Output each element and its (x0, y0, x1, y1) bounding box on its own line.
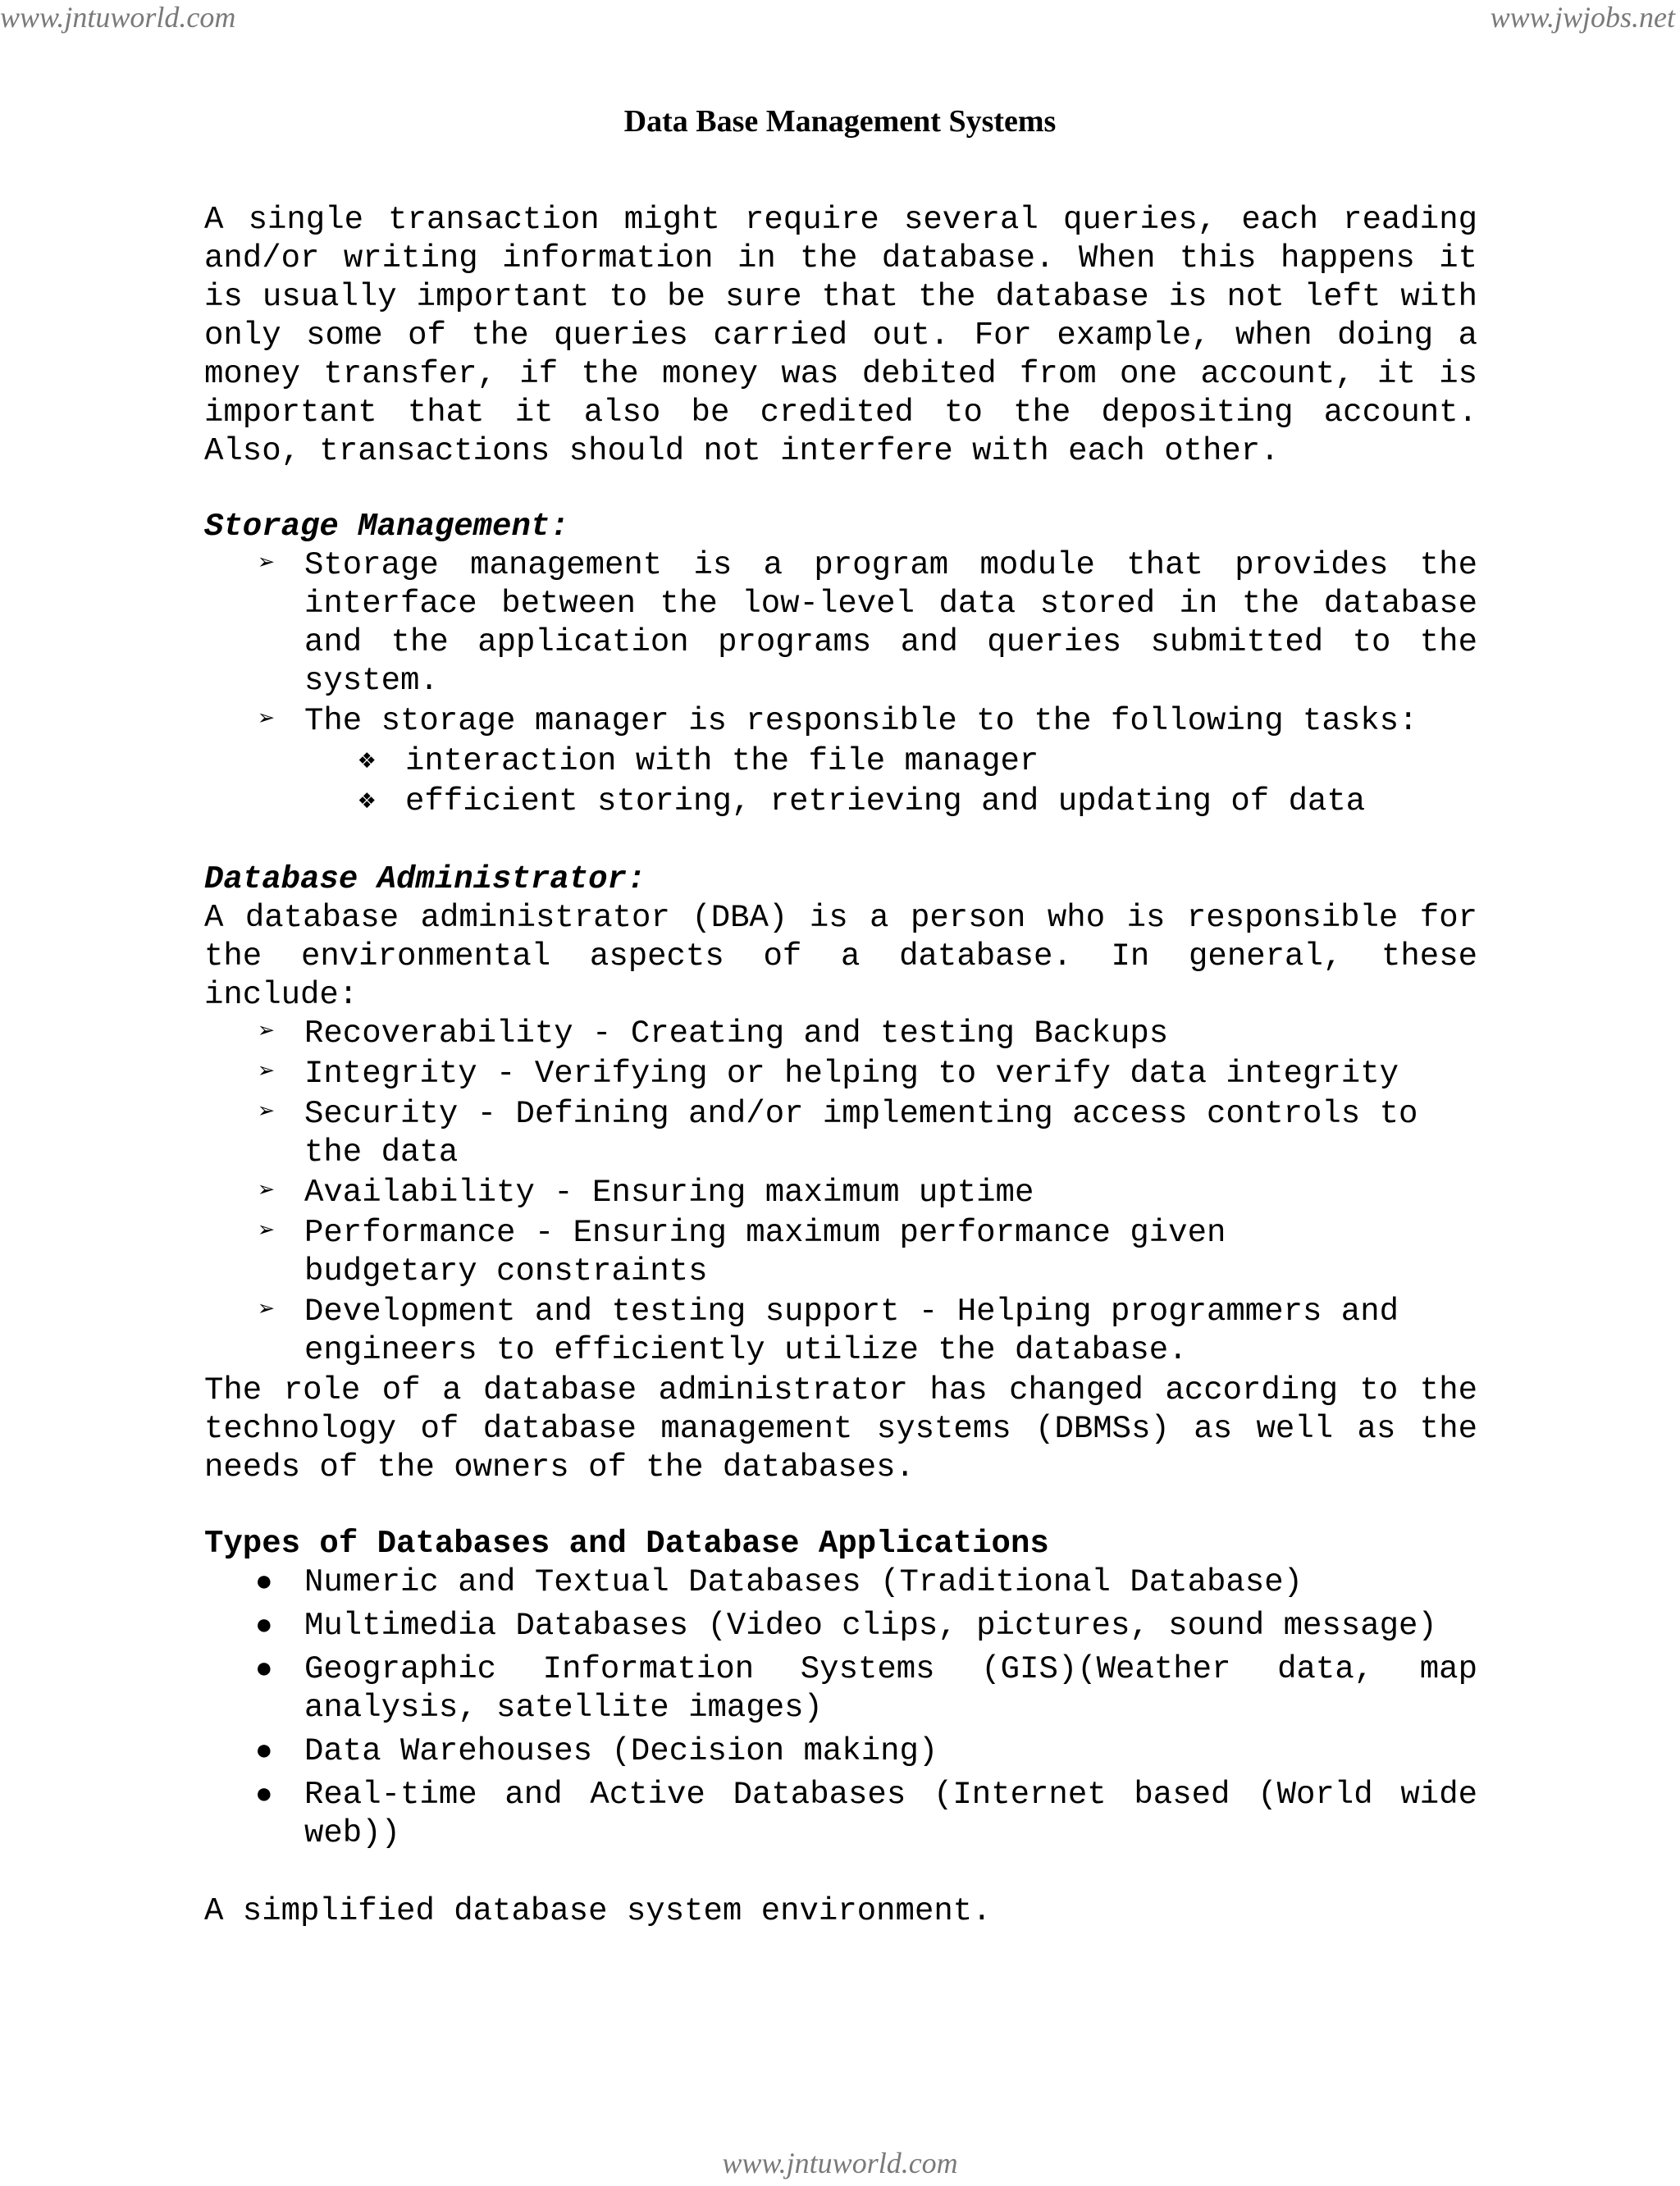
list-item: ● Real-time and Active Databases (Internet based (World wide web)) (255, 1777, 1477, 1851)
list-item: ● Data Warehouses (Decision making) (255, 1733, 938, 1769)
list-item: ➢ Integrity - Verifying or helping to verify data integrity (258, 1056, 1399, 1092)
arrow-bullet-icon: ➢ (258, 550, 276, 581)
database-types-section (204, 1525, 1477, 1853)
list-item: ● Geographic Information Systems (GIS)(Weather data, map analysis, satellite images) (255, 1651, 1477, 1726)
types-heading: Types of Databases and Database Applications (204, 1526, 1049, 1562)
dba-list (204, 1015, 1477, 1370)
intro-paragraph: A single transaction might require several queries, each reading and/or writing information in the database. When this happens it is usually important to be sure that the database is not left with only some of the queries carried out. For example, when doing a money transfer, if the money was debited from one account, it is important that it also be credited to the depositing account. Also, transactions should not interfere with each other. (204, 202, 1477, 469)
dba-outro: The role of a database administrator has changed according to the technology of database management systems (DBMSs) as well as the needs of the owners of the databases. (204, 1372, 1477, 1485)
list-item: ➢ Security - Defining and/or implementing access controls to the data (258, 1096, 1418, 1171)
storage-management-section (204, 508, 1477, 821)
dot-bullet-icon: ● (255, 1778, 273, 1812)
arrow-bullet-icon: ➢ (258, 1296, 276, 1327)
arrow-bullet-icon: ➢ (258, 705, 276, 737)
list-item: ➢ Storage management is a program module that provides the interface between the low-level data stored in the database and the application programs and queries submitted to the system. (258, 547, 1477, 699)
list-item: ● Numeric and Textual Databases (Traditional Database) (255, 1564, 1303, 1600)
dot-bullet-icon: ● (255, 1609, 273, 1643)
list-item: ● Multimedia Databases (Video clips, pictures, sound message) (255, 1608, 1437, 1644)
storage-subtask-list (204, 742, 1477, 821)
types-list (204, 1563, 1477, 1853)
list-item: ➢ Performance - Ensuring maximum performance given budgetary constraints (258, 1215, 1226, 1289)
arrow-bullet-icon: ➢ (258, 1058, 276, 1089)
list-item: ❖ interaction with the file manager (358, 743, 1039, 779)
list-item: ➢ The storage manager is responsible to the following tasks: (258, 703, 1418, 739)
list-item: ➢ Development and testing support - Helping programmers and engineers to efficiently utilize the database. (258, 1294, 1399, 1368)
dot-bullet-icon: ● (255, 1653, 273, 1686)
dba-heading: Database Administrator: (204, 861, 646, 897)
dba-intro: A database administrator (DBA) is a person who is responsible for the environmental aspects of a database. In general, these include: (204, 900, 1477, 1013)
list-item: ➢ Availability - Ensuring maximum uptime (258, 1175, 1034, 1211)
arrow-bullet-icon: ➢ (258, 1177, 276, 1208)
closing-caption: A simplified database system environment. (204, 1893, 992, 1929)
diamond-bullet-icon: ❖ (358, 746, 376, 777)
list-item: ❖ efficient storing, retrieving and updating of data (358, 783, 1366, 819)
dot-bullet-icon: ● (255, 1566, 273, 1600)
arrow-bullet-icon: ➢ (258, 1098, 276, 1130)
diamond-bullet-icon: ❖ (358, 786, 376, 817)
dot-bullet-icon: ● (255, 1735, 273, 1768)
header-left-url: www.jntuworld.com (0, 1, 236, 34)
arrow-bullet-icon: ➢ (258, 1217, 276, 1248)
arrow-bullet-icon: ➢ (258, 1018, 276, 1049)
storage-list (204, 546, 1477, 741)
footer-url: www.jntuworld.com (722, 2147, 958, 2179)
header-right-url: www.jwjobs.net (1490, 1, 1675, 34)
storage-heading: Storage Management: (204, 509, 569, 545)
page-title: Data Base Management Systems (623, 104, 1057, 139)
document-body (204, 201, 1477, 1931)
list-item: ➢ Recoverability - Creating and testing Backups (258, 1015, 1169, 1052)
database-administrator-section (204, 860, 1477, 1487)
